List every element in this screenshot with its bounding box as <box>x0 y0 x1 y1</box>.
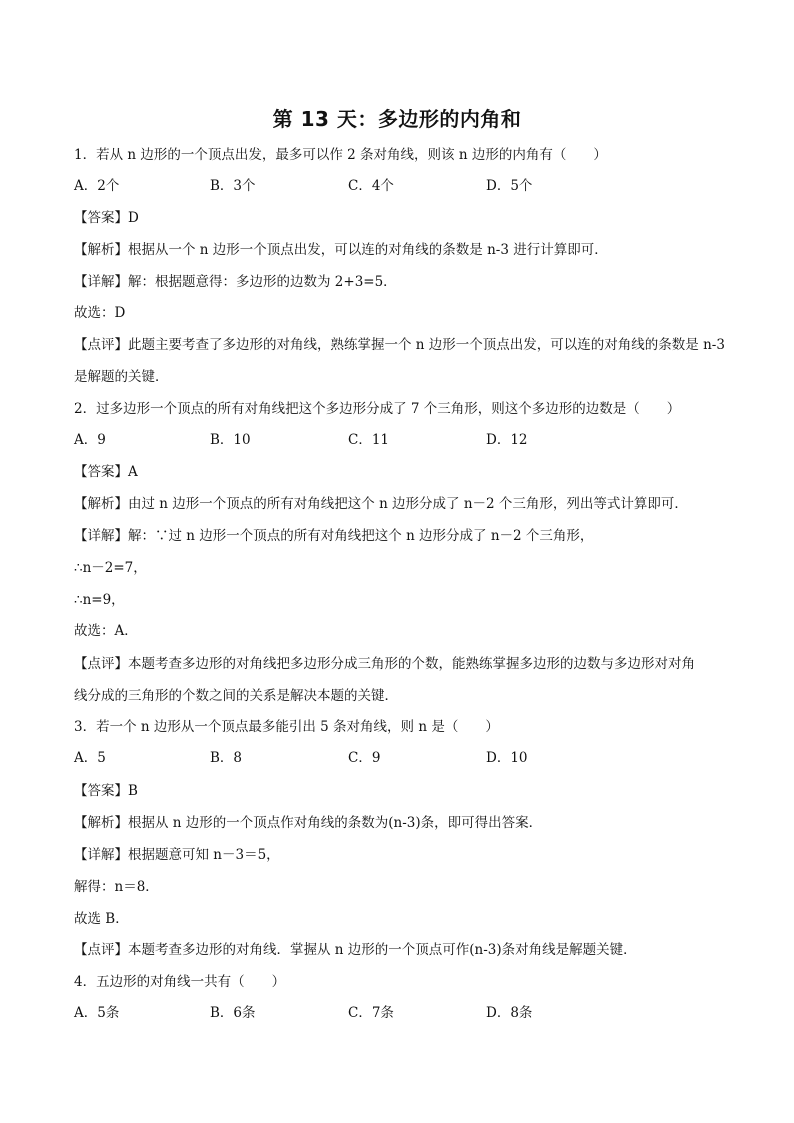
question-1-detail-1: 【详解】解：根据题意得：多边形的边数为 2+3=5． <box>74 274 397 290</box>
question-2-option-d: D．12 <box>486 432 528 448</box>
question-1-comment-1: 【点评】此题主要考查了多边形的对角线，熟练掌握一个 n 边形一个顶点出发，可以连的对角线的条数是 n-3 <box>74 337 725 353</box>
question-1-detail-2: 故选：D <box>74 305 126 321</box>
question-3-detail-2: 解得：n＝8． <box>74 879 159 895</box>
question-2-option-b: B．10 <box>210 432 251 448</box>
page-title: 第 13 天：多边形的内角和 <box>272 107 522 131</box>
question-2-stem: 2．过多边形一个顶点的所有对角线把这个多边形分成了 7 个三角形，则这个多边形的边数是（ ） <box>74 401 681 417</box>
question-1-analysis: 【解析】根据从一个 n 边形一个顶点出发，可以连的对角线的条数是 n-3 进行计算即可． <box>74 242 608 258</box>
question-3-detail-1: 【详解】根据题意可知 n－3＝5， <box>74 847 280 863</box>
question-3-analysis: 【解析】根据从 n 边形的一个顶点作对角线的条数为(n-3)条，即可得出答案． <box>74 815 543 831</box>
question-3-option-d: D．10 <box>486 750 528 766</box>
question-2-detail-1: 【详解】解：∵过 n 边形一个顶点的所有对角线把这个 n 边形分成了 n－2 个三角形， <box>74 528 594 544</box>
question-2-detail-2: ∴n－2=7， <box>74 560 147 576</box>
question-1-stem: 1．若从 n 边形的一个顶点出发，最多可以作 2 条对角线，则该 n 边形的内角有（ ） <box>74 147 607 163</box>
question-2-option-a: A．9 <box>74 432 106 448</box>
question-2-analysis: 【解析】由过 n 边形一个顶点的所有对角线把这个 n 边形分成了 n－2 个三角形，列出等式计算即可． <box>74 496 688 512</box>
question-2-comment-1: 【点评】本题考查多边形的对角线把多边形分成三角形的个数，能熟练掌握多边形的边数与多边形对对角 <box>74 656 695 672</box>
question-4-option-c: C．7条 <box>348 1005 394 1021</box>
question-4-option-b: B．6条 <box>210 1005 256 1021</box>
question-4-option-a: A．5条 <box>74 1005 120 1021</box>
question-3-option-a: A．5 <box>74 750 106 766</box>
question-4-stem: 4．五边形的对角线一共有（ ） <box>74 974 286 990</box>
question-3-comment-1: 【点评】本题考查多边形的对角线．掌握从 n 边形的一个顶点可作(n-3)条对角线是解题关键． <box>74 942 637 958</box>
question-1-comment-2: 是解题的关键． <box>74 369 169 385</box>
question-2-detail-4: 故选：A． <box>74 623 138 639</box>
question-2-comment-2: 线分成的三角形的个数之间的关系是解决本题的关键． <box>74 688 398 704</box>
question-3-answer: 【答案】B <box>74 783 138 799</box>
question-4-option-d: D．8条 <box>486 1005 533 1021</box>
question-1-answer: 【答案】D <box>74 210 139 226</box>
question-1-option-a: A．2个 <box>74 178 120 194</box>
question-2-option-c: C．11 <box>348 432 390 448</box>
question-1-option-c: C．4个 <box>348 178 394 194</box>
question-3-option-b: B．8 <box>210 750 243 766</box>
question-3-stem: 3．若一个 n 边形从一个顶点最多能引出 5 条对角线，则 n 是（ ） <box>74 719 499 735</box>
question-1-option-b: B．3个 <box>210 178 256 194</box>
question-1-option-d: D．5个 <box>486 178 533 194</box>
question-3-detail-3: 故选 B． <box>74 911 129 927</box>
question-2-detail-3: ∴n=9， <box>74 592 125 608</box>
question-2-answer: 【答案】A <box>74 464 138 480</box>
question-3-option-c: C．9 <box>348 750 381 766</box>
